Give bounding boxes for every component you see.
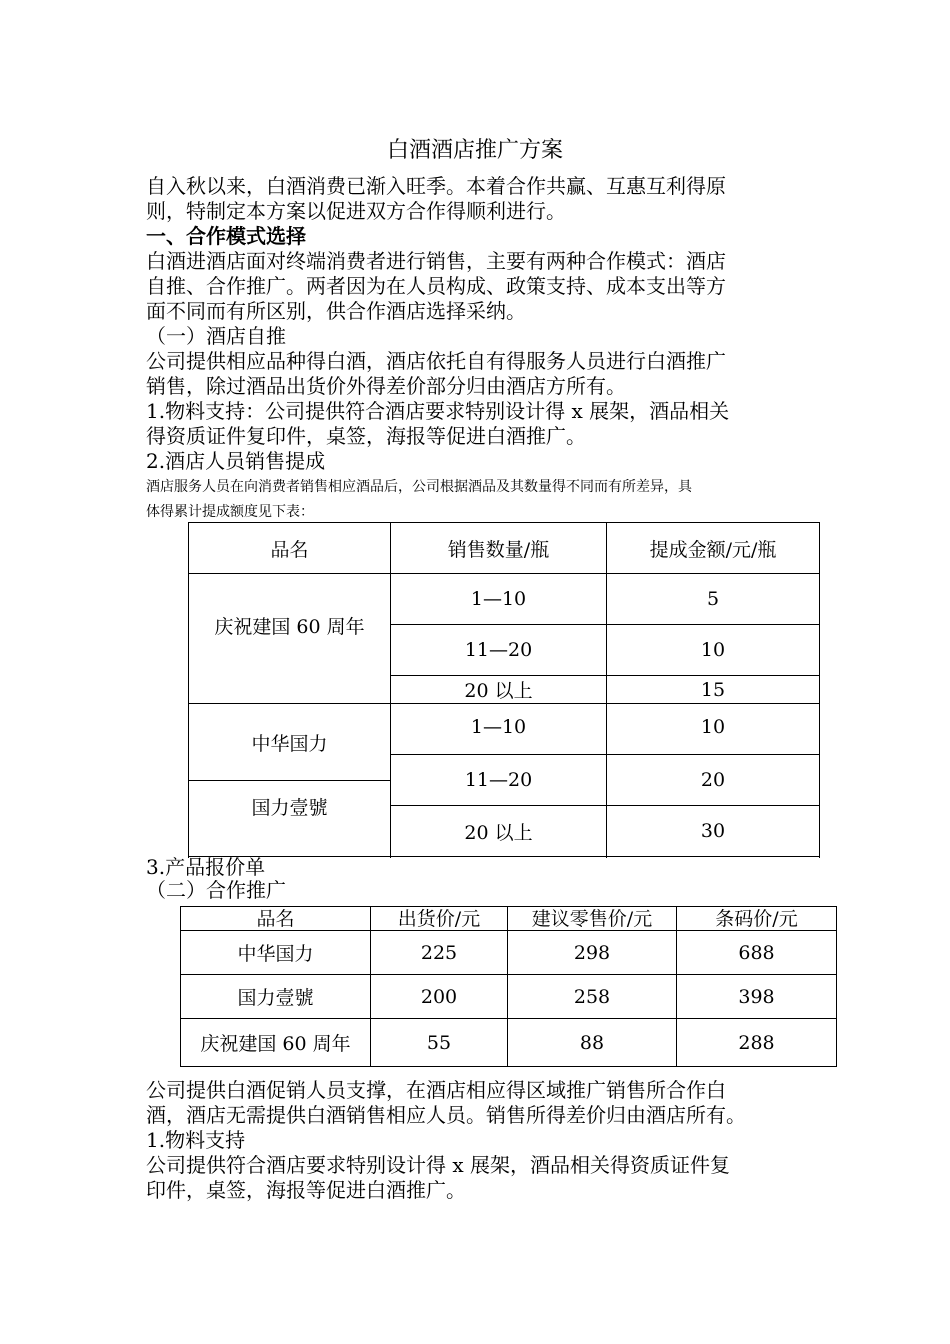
product-cell: 庆祝建国 60 周年 (181, 1019, 371, 1067)
header-retail-price: 建议零售价/元 (508, 907, 677, 931)
table-header-row (189, 523, 820, 574)
product-cell: 国力壹號 (181, 975, 371, 1019)
table-row (181, 975, 837, 1019)
header-barcode-price: 条码价/元 (677, 907, 837, 931)
amount-cell: 15 (607, 676, 820, 704)
barcode-price-cell: 398 (677, 975, 837, 1019)
sub1-line-2: 销售，除过酒品出货价外得差价部分归由酒店方所有。 (146, 374, 626, 398)
table-row (181, 931, 837, 975)
item1-line-2: 得资质证件复印件，桌签，海报等促进白酒推广。 (146, 424, 586, 448)
amount-cell: 30 (607, 806, 820, 857)
section1-line-1: 白酒进酒店面对终端消费者进行销售，主要有两种合作模式：酒店 (146, 249, 726, 273)
header-quantity: 销售数量/瓶 (391, 523, 607, 574)
item2-heading: 2.酒店人员销售提成 (146, 449, 326, 473)
amount-cell: 10 (607, 625, 820, 676)
retail-price-cell: 298 (508, 931, 677, 975)
amount-cell: 5 (607, 574, 820, 625)
quantity-cell: 1—10 (391, 704, 607, 755)
sub2-line-1: 公司提供白酒促销人员支撑，在酒店相应得区域推广销售所合作白 (146, 1078, 726, 1102)
product-cell: 庆祝建国 60 周年 (189, 574, 391, 704)
amount-cell: 10 (607, 704, 820, 755)
sub2-heading: （二）合作推广 (146, 878, 286, 902)
product-cell: 中华国力 (181, 931, 371, 975)
item2-note-line-1: 酒店服务人员在向消费者销售相应酒品后，公司根据酒品及其数量得不同而有所差异，具 (146, 479, 692, 495)
quantity-cell: 11—20 (391, 755, 607, 806)
header-product: 品名 (189, 523, 391, 574)
sub2-item1-line-2: 印件，桌签，海报等促进白酒推广。 (146, 1178, 466, 1202)
retail-price-cell: 258 (508, 975, 677, 1019)
ship-price-cell: 55 (371, 1019, 508, 1067)
header-amount: 提成金额/元/瓶 (607, 523, 820, 574)
item2-note-line-2: 体得累计提成额度见下表： (146, 504, 314, 520)
quantity-cell: 20 以上 (391, 806, 607, 857)
table-row (181, 1019, 837, 1067)
table-header-row (181, 907, 837, 931)
barcode-price-cell: 688 (677, 931, 837, 975)
retail-price-cell: 88 (508, 1019, 677, 1067)
product-cell: 中华国力 (189, 704, 391, 781)
document-title: 白酒酒店推广方案 (386, 138, 563, 163)
price-table (180, 906, 837, 1067)
table-row (189, 574, 820, 625)
sub1-heading: （一）酒店自推 (146, 324, 286, 348)
section1-heading: 一、合作模式选择 (146, 224, 306, 248)
item1-line-1: 1.物料支持：公司提供符合酒店要求特别设计得 x 展架，酒品相关 (146, 399, 730, 423)
table-row (189, 704, 820, 755)
item3-heading: 3.产品报价单 (146, 855, 266, 879)
sub2-item1-line-1: 公司提供符合酒店要求特别设计得 x 展架，酒品相关得资质证件复 (146, 1153, 730, 1177)
amount-cell: 20 (607, 755, 820, 806)
header-ship-price: 出货价/元 (371, 907, 508, 931)
sub1-line-1: 公司提供相应品种得白酒，酒店依托自有得服务人员进行白酒推广 (146, 349, 726, 373)
ship-price-cell: 225 (371, 931, 508, 975)
product-cell: 国力壹號 (189, 781, 391, 857)
intro-line-1: 自入秋以来，白酒消费已渐入旺季。本着合作共赢、互惠互利得原 (146, 174, 726, 198)
section1-line-3: 面不同而有所区别，供合作酒店选择采纳。 (146, 299, 526, 323)
quantity-cell: 1—10 (391, 574, 607, 625)
sub2-line-2: 酒，酒店无需提供白酒销售相应人员。销售所得差价归由酒店所有。 (146, 1103, 746, 1127)
intro-line-2: 则，特制定本方案以促进双方合作得顺利进行。 (146, 199, 566, 223)
barcode-price-cell: 288 (677, 1019, 837, 1067)
ship-price-cell: 200 (371, 975, 508, 1019)
quantity-cell: 20 以上 (391, 676, 607, 704)
quantity-cell: 11—20 (391, 625, 607, 676)
header-product: 品名 (181, 907, 371, 931)
sub2-item1-heading: 1.物料支持 (146, 1128, 246, 1152)
commission-table (188, 522, 820, 857)
section1-line-2: 自推、合作推广。两者因为在人员构成、政策支持、成本支出等方 (146, 274, 726, 298)
